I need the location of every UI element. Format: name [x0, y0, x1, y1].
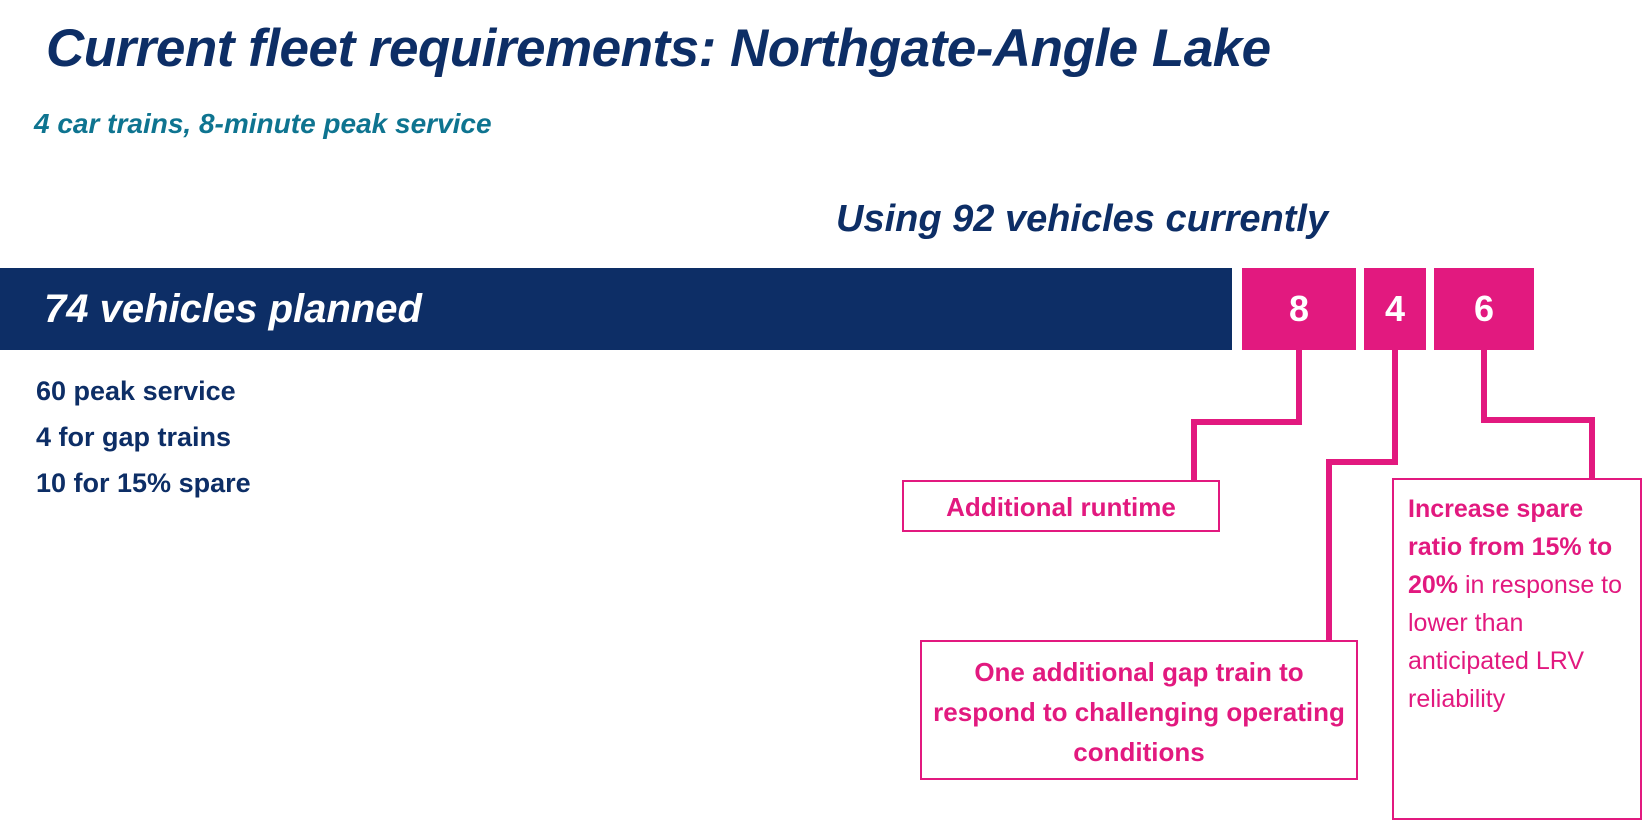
bar-segment-gap-train: 4	[1364, 268, 1426, 350]
bar-segment-additional-runtime: 8	[1242, 268, 1356, 350]
bar-segment-spare-ratio: 6	[1434, 268, 1534, 350]
callout-spare-bold-text: Increase spare ratio from 15% to 20%	[1408, 495, 1613, 599]
page-title: Current fleet requirements: Northgate-Angle Lake	[46, 19, 1271, 78]
list-item: 4 for gap trains	[36, 422, 232, 452]
bar-planned-label: 74 vehicles planned	[44, 286, 422, 331]
callout-spare-rest-text: in response to lower than anticipated LRV reliability	[1408, 571, 1623, 713]
callout-gap-train: One additional gap train to respond to challenging operating conditions	[920, 640, 1358, 780]
callout-additional-runtime: Additional runtime	[902, 480, 1220, 532]
list-item: 60 peak service	[36, 376, 236, 406]
using-vehicles-note: Using 92 vehicles currently	[836, 198, 1329, 240]
bar-segment-planned	[0, 268, 1232, 350]
page-subtitle: 4 car trains, 8-minute peak service	[34, 108, 492, 139]
fleet-bar	[0, 268, 1556, 350]
list-item: 10 for 15% spare	[36, 468, 251, 498]
planned-breakdown-list	[36, 368, 251, 506]
callout-spare-ratio	[1392, 478, 1642, 820]
